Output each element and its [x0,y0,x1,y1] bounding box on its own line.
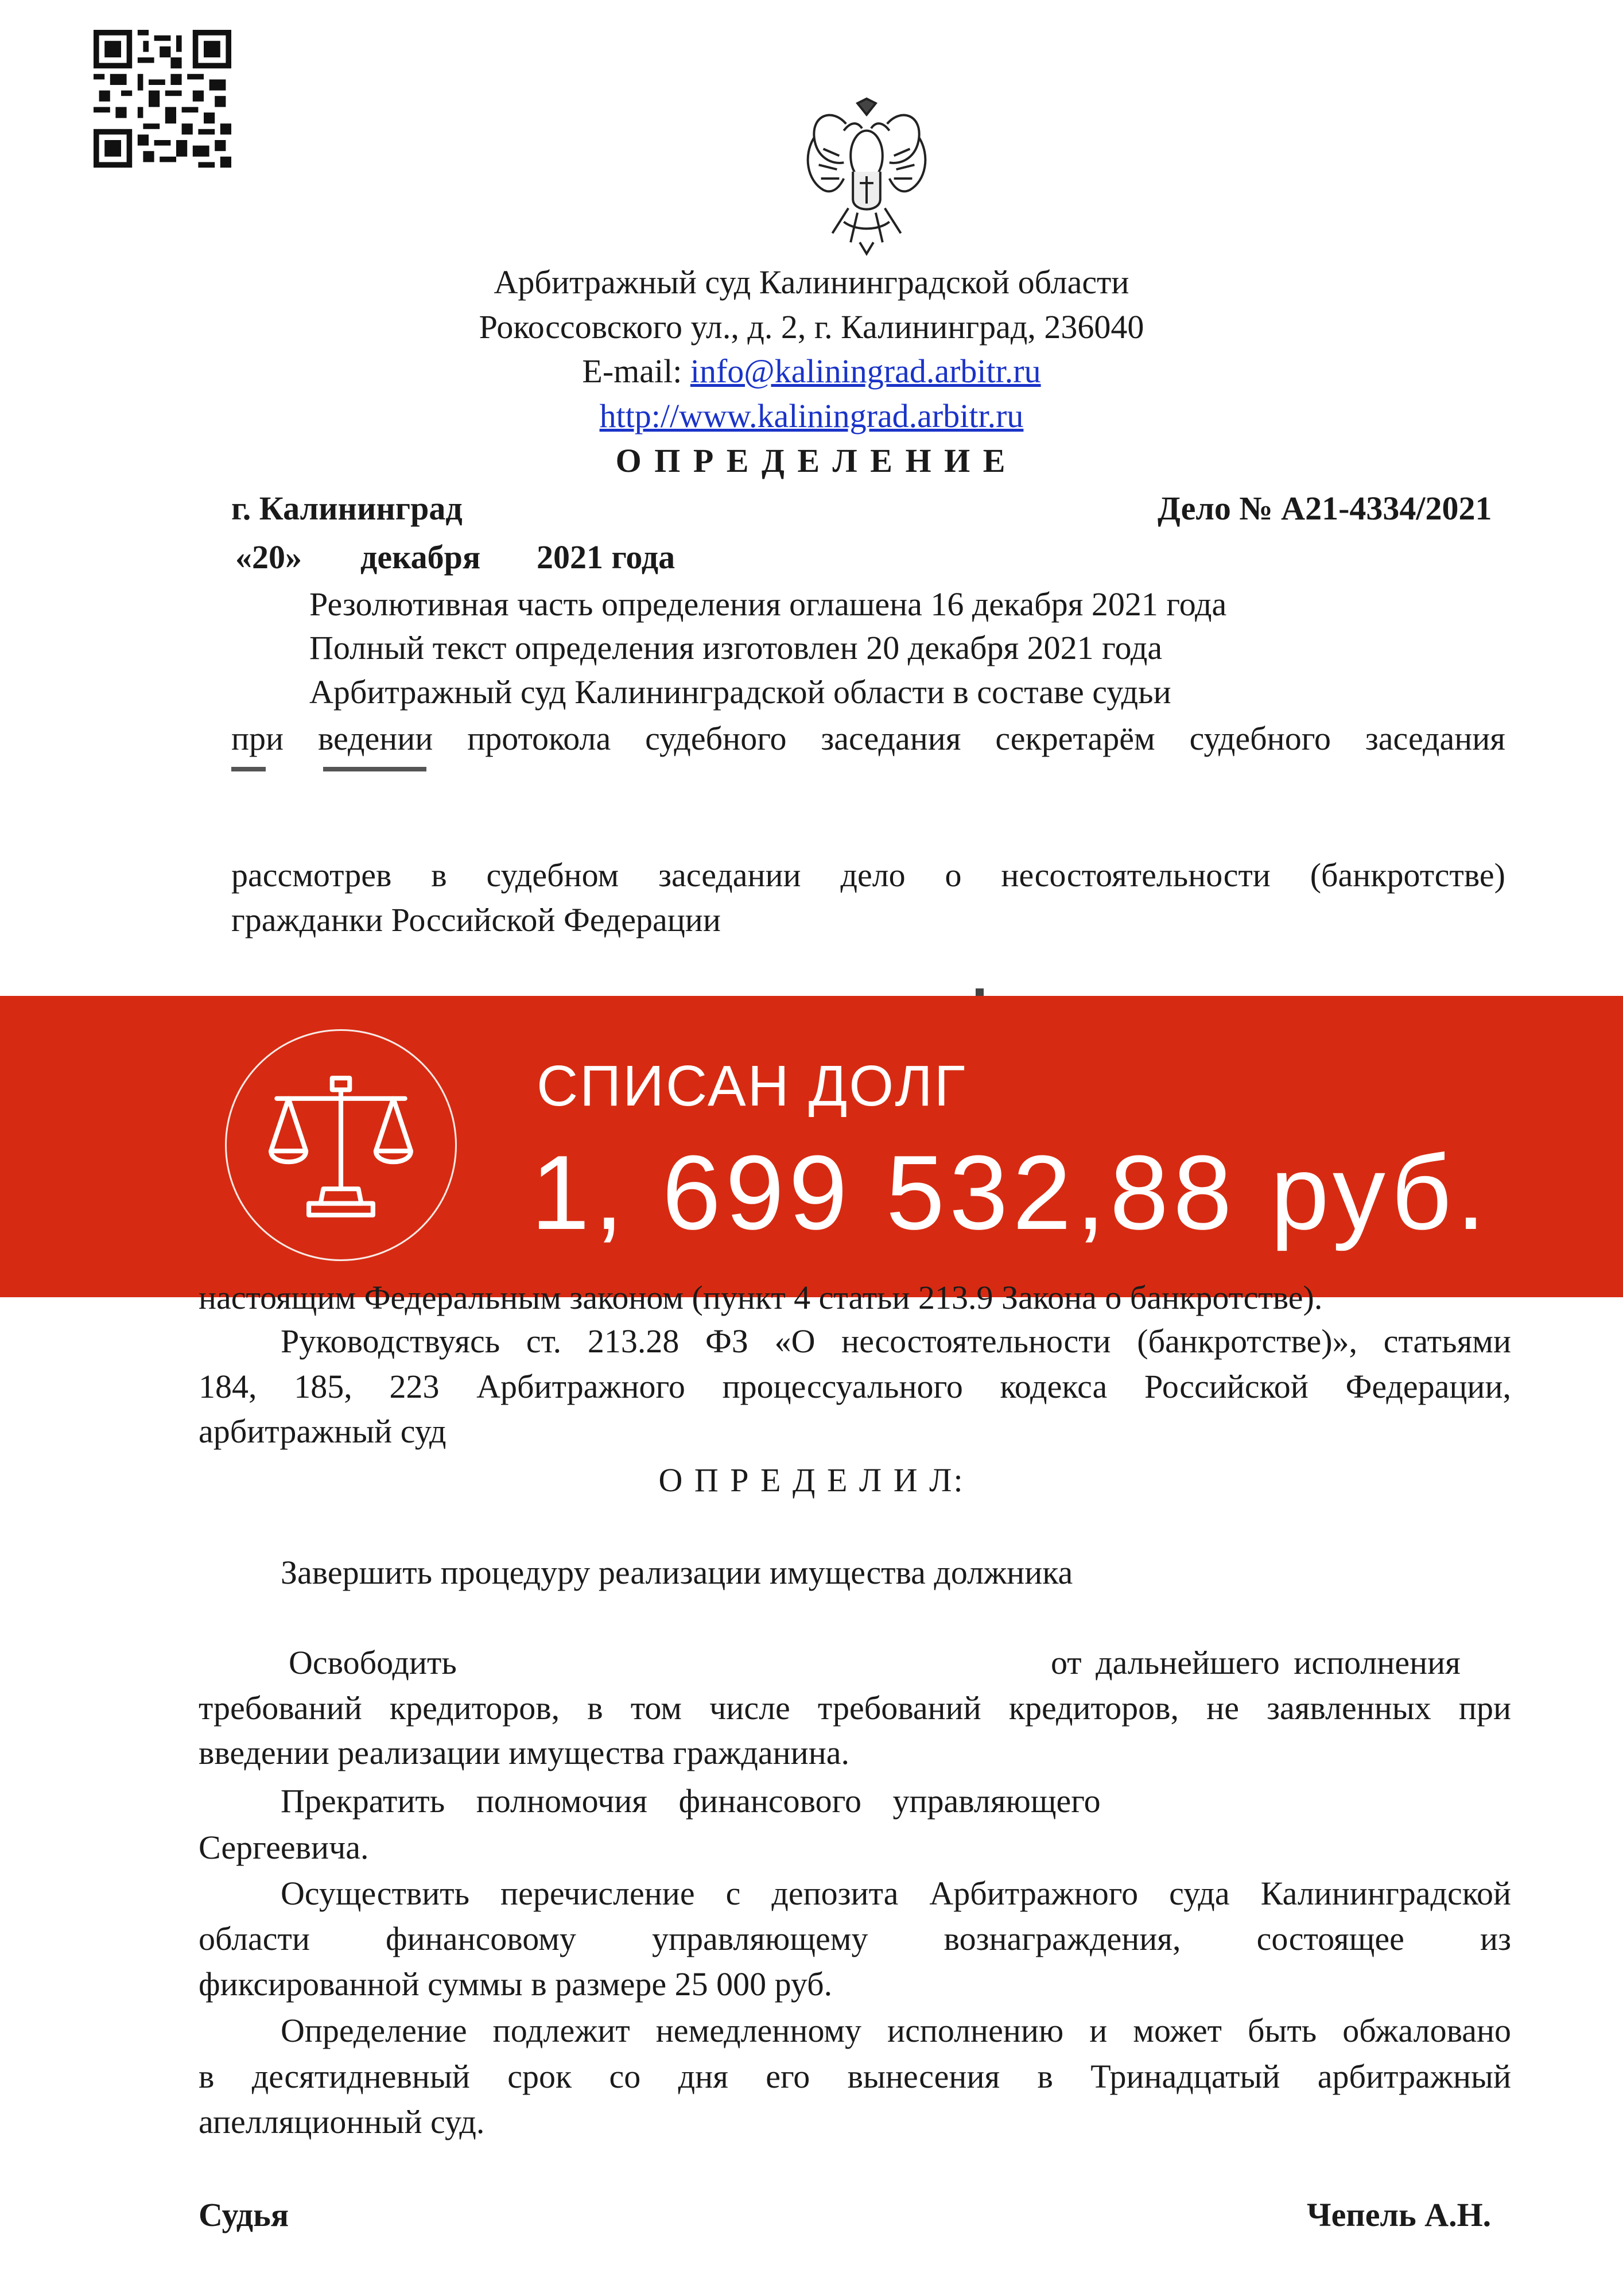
guided-by-line-2: 184, 185, 223 Арбитражного процессуального кодекса Российской Федерации, [199,1368,1511,1405]
appeal-line-2: в десятидневный срок со дня его вынесения в Тринадцатый арбитражный [199,2058,1511,2095]
signature-title: Судья [199,2196,289,2233]
transfer-line-1: Осуществить перечисление с депозита Арбитражного суда Калининградской [281,1875,1511,1912]
operative-part-line: Резолютивная часть определения оглашена 16 декабря 2021 года [309,585,1227,623]
debt-amount: 1, 699 532,88 руб. [531,1133,1490,1251]
protocol-line: при ведении протокола судебного заседания секретарём судебного заседания [231,720,1505,757]
terminate-powers-line: Прекратить полномочия финансового управляющего [281,1782,1101,1820]
terminate-powers-line-2: Сергеевича. [199,1829,369,1866]
appeal-line-1: Определение подлежит немедленному исполнению и может быть обжаловано [281,2012,1511,2049]
transfer-line-2: области финансовому управляющему вознаграждения, состоящее из [199,1920,1511,1957]
qr-code-icon [94,30,231,168]
court-name: Арбитражный суд Калининградской области [494,263,1129,301]
release-line-2: требований кредиторов, в том числе требований кредиторов, не заявленных при [199,1689,1511,1727]
date-year: 2021 года [537,538,675,576]
document-type: О П Р Е Д Е Л Е Н И Е [615,442,1008,479]
transfer-line-3: фиксированной суммы в размере 25 000 руб. [199,1965,833,2003]
court-composition-line: Арбитражный суд Калининградской области в составе судьи [309,673,1171,711]
scales-icon [268,1069,414,1221]
email-label: E-mail: [582,352,682,390]
release-line-3: введении реализации имущества гражданина. [199,1734,850,1771]
citizen-line: гражданки Российской Федерации [231,901,721,938]
email-link[interactable]: info@kaliningrad.arbitr.ru [690,352,1041,390]
full-text-line: Полный текст определения изготовлен 20 декабря 2021 года [309,629,1163,666]
case-number: Дело № А21-4334/2021 [1158,490,1492,527]
case-review-line: рассмотрев в судебном заседании дело о несостоятельности (банкротстве) [231,856,1505,894]
banner-label: СПИСАН ДОЛГ [537,1054,967,1118]
appeal-line-3: апелляционный суд. [199,2103,485,2140]
partially-hidden-line: настоящим Федеральным законом (пункт 4 статьи 213.9 Закона о банкротстве). [199,1279,1323,1316]
guided-by-line-3: арбитражный суд [199,1413,446,1450]
court-website-line [0,397,1623,435]
release-start: Освободить [289,1644,457,1681]
decided-heading: О П Р Е Д Е Л И Л: [658,1461,965,1499]
redacted-line-fragment [231,767,461,778]
website-link[interactable]: http://www.kaliningrad.arbitr.ru [599,397,1024,435]
guided-by-line-1: Руководствуясь ст. 213.28 ФЗ «О несостоятельности (банкротстве)», статьями [281,1322,1511,1360]
text-fragment [976,988,984,996]
court-address: Рокоссовского ул., д. 2, г. Калининград, 236040 [479,308,1144,346]
release-end: от дальнейшего исполнения [1051,1644,1461,1681]
court-email-line [0,352,1623,390]
date-month: декабря [360,538,481,576]
complete-procedure-line: Завершить процедуру реализации имущества должника [281,1554,1073,1591]
judge-name: Чепель А.Н. [1307,2196,1492,2233]
city: г. Калининград [231,490,463,527]
date-day: «20» [235,538,302,576]
coat-of-arms-icon [798,99,935,258]
